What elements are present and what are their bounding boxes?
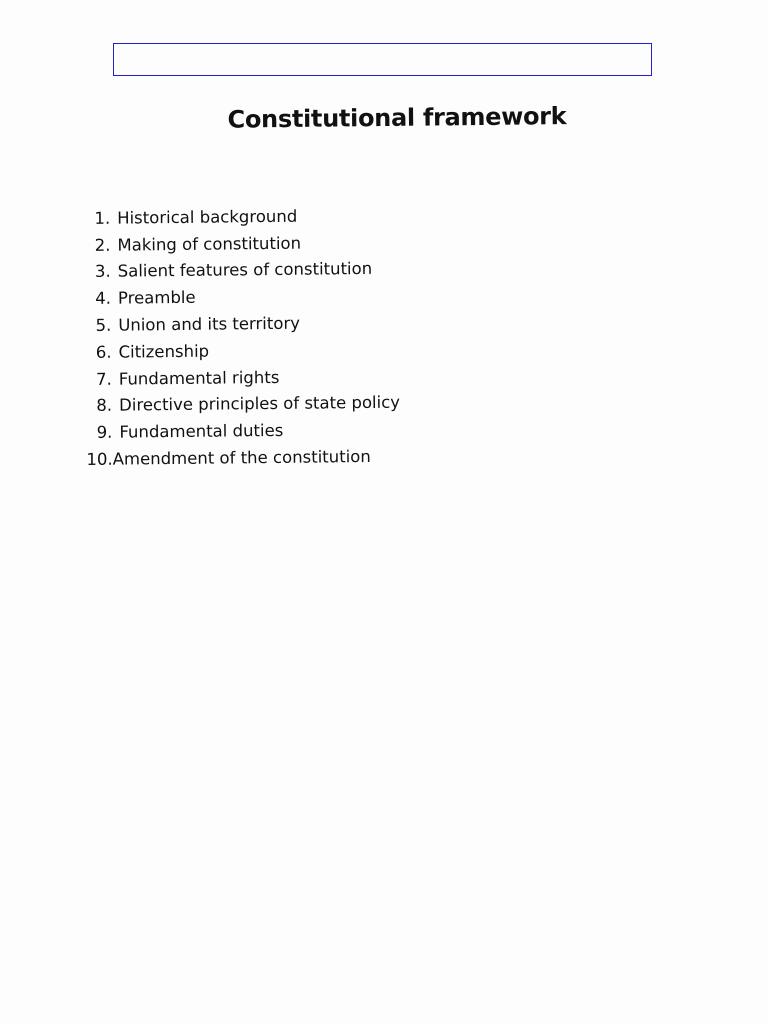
list-item-label: Directive principles of state policy (119, 393, 401, 416)
list-item-number: 8. (96, 396, 113, 416)
list-item-label: Historical background (117, 206, 298, 228)
contents-list (80, 201, 503, 473)
list-item-label: Amendment of the constitution (112, 447, 371, 469)
list-item-label: Fundamental rights (118, 367, 280, 389)
list-item (83, 442, 503, 473)
list-item-number: 1. (94, 208, 111, 228)
list-item-label: Salient features of constitution (117, 259, 373, 282)
list-item-number: 6. (95, 342, 112, 362)
list-item-number: 4. (95, 288, 112, 309)
page-title: Constitutional framework (227, 102, 567, 134)
list-item-label: Making of constitution (117, 233, 302, 255)
list-item-label: Preamble (117, 288, 196, 308)
list-item-number: 10. (86, 449, 113, 470)
list-item-number: 9. (96, 422, 113, 443)
header-box (113, 43, 652, 76)
list-item-number: 5. (95, 315, 112, 335)
list-item-number: 7. (95, 369, 112, 389)
list-item-number: 2. (94, 235, 111, 255)
list-item-number: 3. (94, 262, 111, 282)
list-item-label: Fundamental duties (119, 421, 284, 442)
list-item-label: Union and its territory (118, 313, 301, 335)
list-item-label: Citizenship (118, 341, 210, 362)
